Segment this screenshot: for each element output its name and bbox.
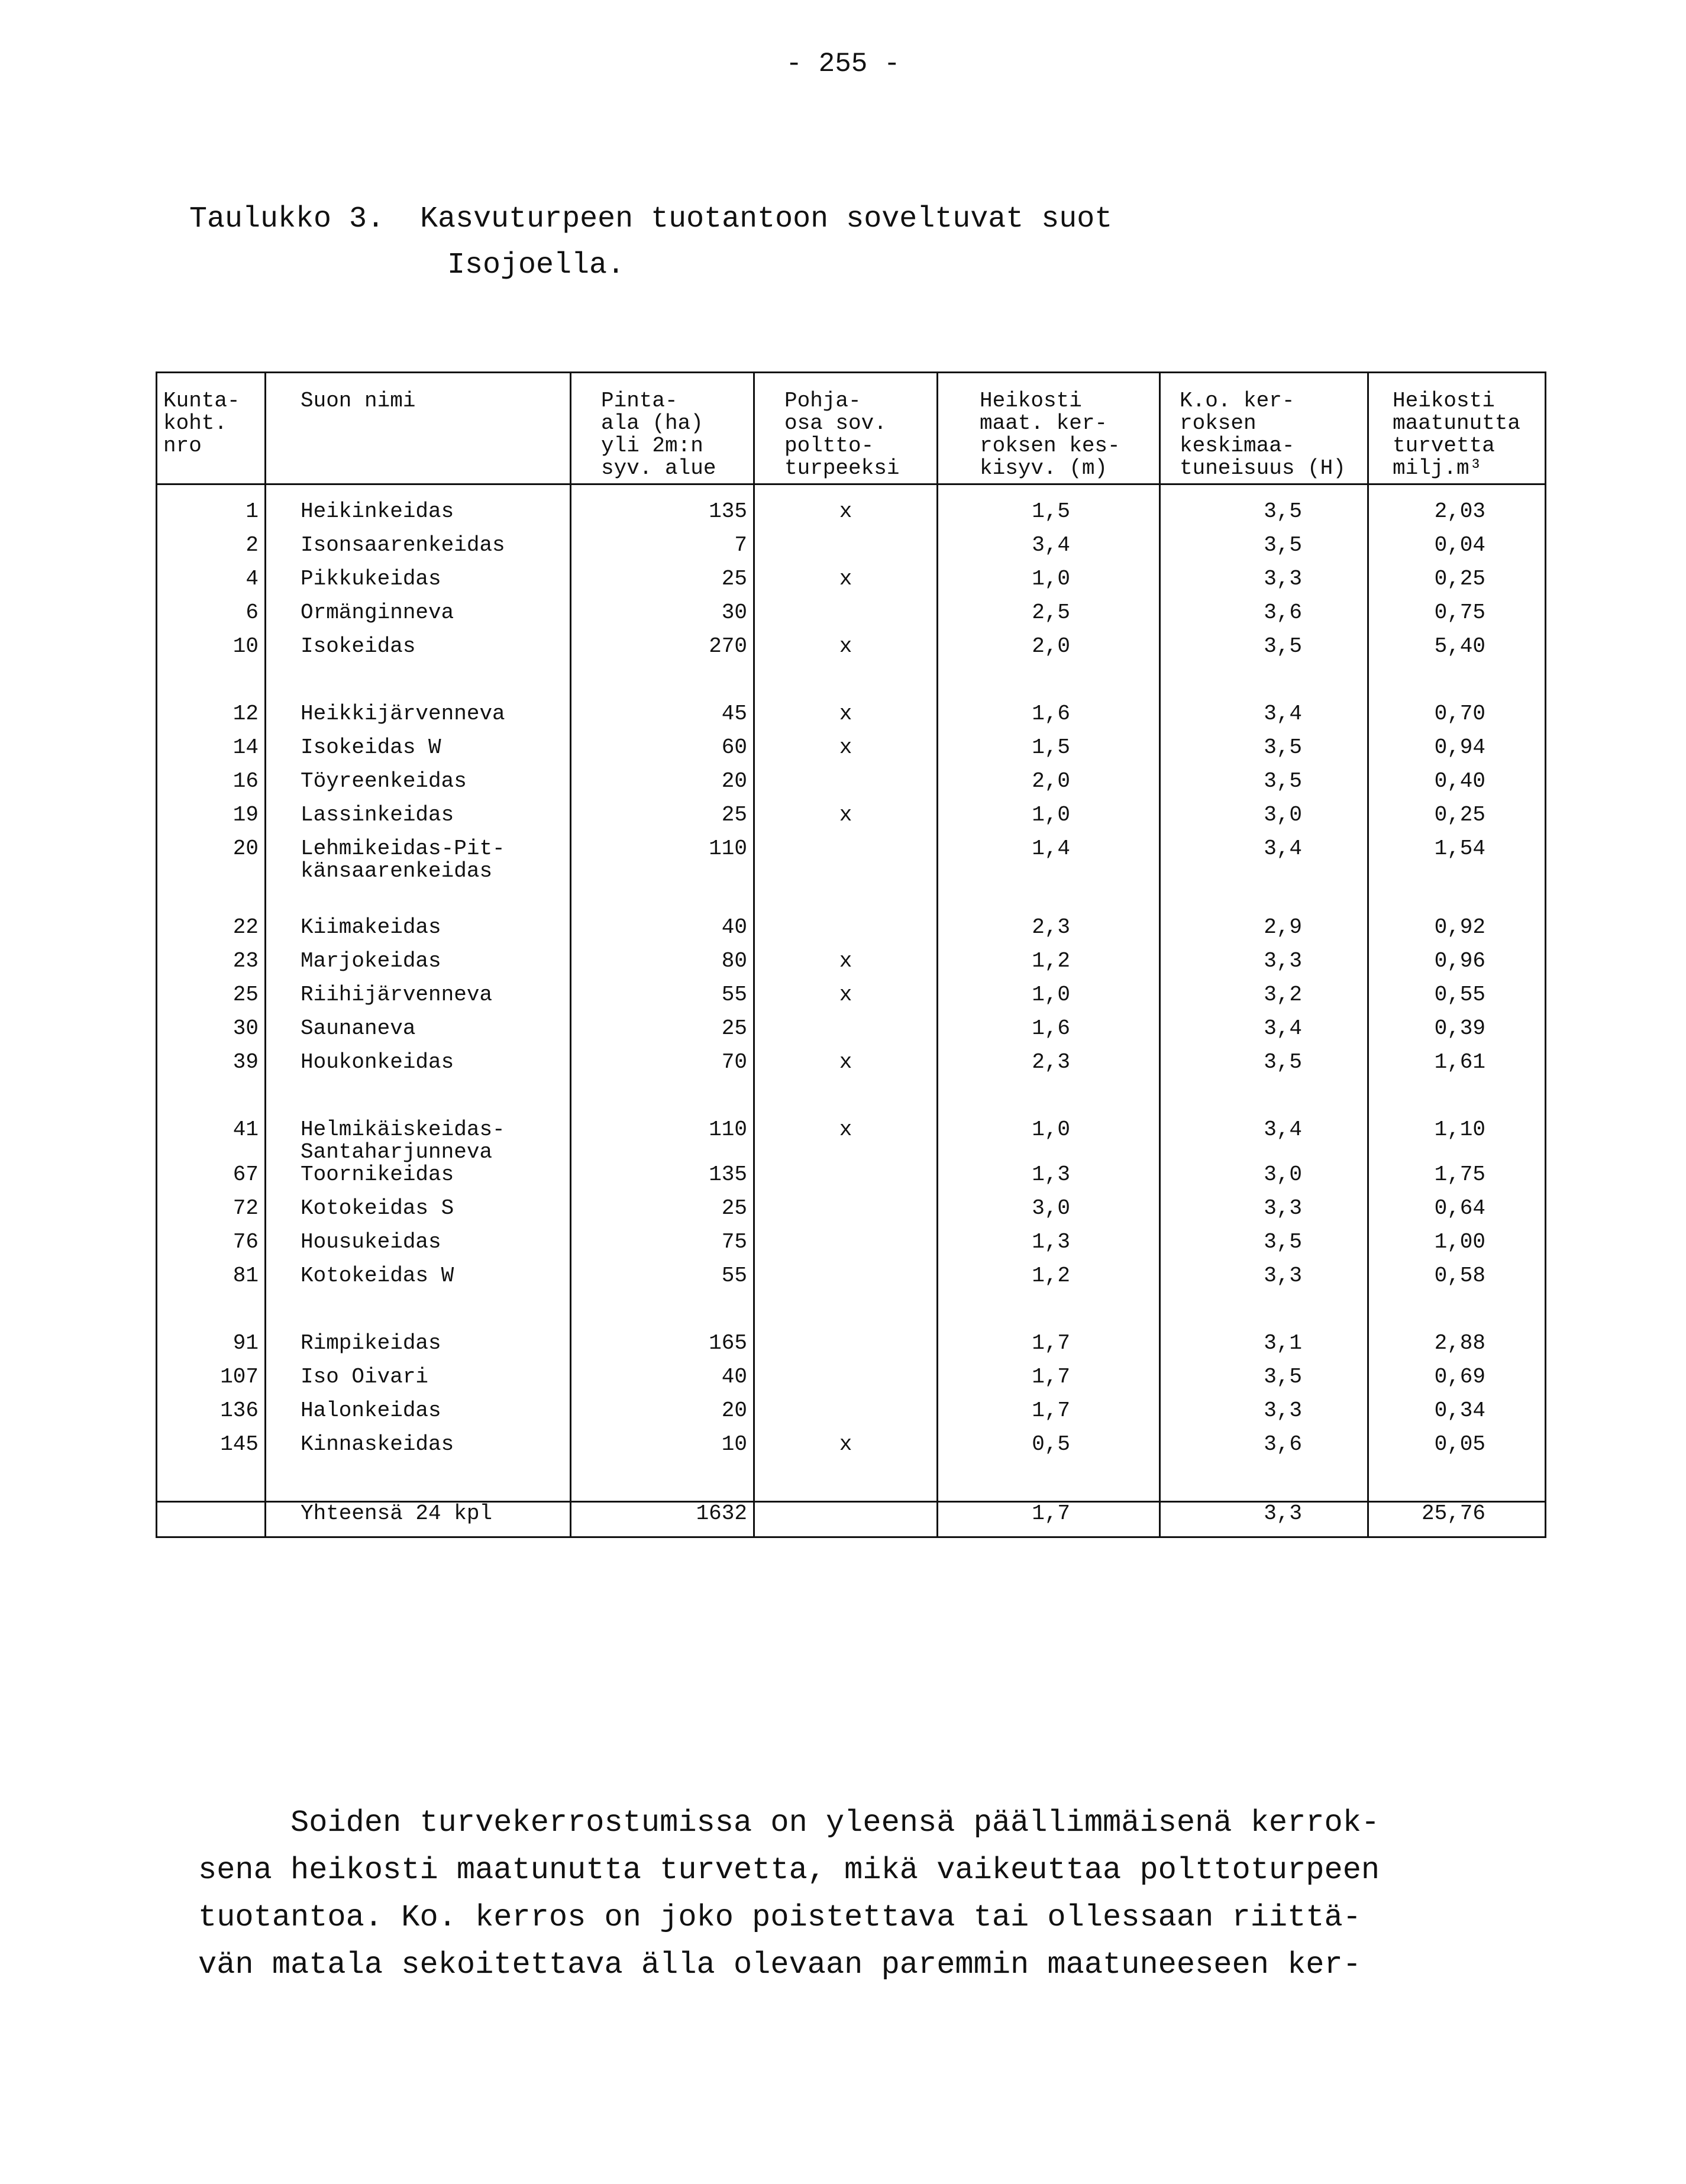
- cell-area: 80: [571, 950, 754, 984]
- cell-nro: 41: [157, 1085, 266, 1164]
- cell-depth: 1,0: [938, 984, 1160, 1017]
- cell-area: 20: [571, 1400, 754, 1433]
- cell-base: [754, 883, 938, 950]
- spacer-cell: [571, 1467, 754, 1502]
- cell-volume: 1,61: [1368, 1051, 1546, 1085]
- cell-humification: 2,9: [1160, 883, 1368, 950]
- cell-depth: 1,7: [938, 1298, 1160, 1366]
- cell-base: [754, 1265, 938, 1298]
- cell-depth: 1,5: [938, 736, 1160, 770]
- cell-base: [754, 1400, 938, 1433]
- cell-volume: 0,96: [1368, 950, 1546, 984]
- cell-volume: 0,75: [1368, 602, 1546, 635]
- cell-depth: 1,6: [938, 669, 1160, 736]
- header-nro: Kunta- koht. nro: [157, 373, 266, 484]
- cell-area: 70: [571, 1051, 754, 1085]
- cell-humification: 3,5: [1160, 736, 1368, 770]
- cell-humification: 3,4: [1160, 1085, 1368, 1164]
- table-row: [157, 1164, 1546, 1197]
- cell-volume: 0,64: [1368, 1197, 1546, 1231]
- cell-name: Kotokeidas S: [266, 1197, 571, 1231]
- cell-name: Isokeidas W: [266, 736, 571, 770]
- cell-humification: 3,3: [1160, 950, 1368, 984]
- cell-depth: 1,0: [938, 1085, 1160, 1164]
- cell-base: [754, 1231, 938, 1265]
- table-row: [157, 669, 1546, 736]
- cell-area: 75: [571, 1231, 754, 1265]
- cell-area: 135: [571, 484, 754, 535]
- cell-volume: 0,40: [1368, 770, 1546, 804]
- cell-base: [754, 1017, 938, 1051]
- cell-depth: 1,2: [938, 950, 1160, 984]
- cell-volume: 0,92: [1368, 883, 1546, 950]
- table-row: [157, 1298, 1546, 1366]
- cell-volume: 0,05: [1368, 1433, 1546, 1467]
- cell-nro: 4: [157, 568, 266, 602]
- table-row: [157, 484, 1546, 535]
- body-paragraph: [198, 1799, 1559, 1989]
- cell-name: Toornikeidas: [266, 1164, 571, 1197]
- cell-depth: 0,5: [938, 1433, 1160, 1467]
- table-row: [157, 1366, 1546, 1400]
- cell-humification: 3,5: [1160, 635, 1368, 669]
- cell-name: Isonsaarenkeidas: [266, 534, 571, 568]
- cell-area: 40: [571, 1366, 754, 1400]
- cell-volume: 0,58: [1368, 1265, 1546, 1298]
- cell-name: Pikkukeidas: [266, 568, 571, 602]
- cell-humification: 3,0: [1160, 1164, 1368, 1197]
- cell-name: Saunaneva: [266, 1017, 571, 1051]
- cell-nro: 25: [157, 984, 266, 1017]
- table-row: [157, 1400, 1546, 1433]
- cell-area: 25: [571, 1017, 754, 1051]
- cell-name: Ormänginneva: [266, 602, 571, 635]
- caption-title-line1: Kasvuturpeen tuotantoon soveltuvat suot: [420, 202, 1113, 236]
- cell-volume: 0,39: [1368, 1017, 1546, 1051]
- cell-humification: 3,3: [1160, 1197, 1368, 1231]
- body-line-1: Soiden turvekerrostumissa on yleensä päällimmäisenä kerrok-: [198, 1805, 1380, 1840]
- cell-humification: 3,3: [1160, 1502, 1368, 1537]
- cell-nro: 136: [157, 1400, 266, 1433]
- cell-base: [754, 1298, 938, 1366]
- cell-volume: 0,55: [1368, 984, 1546, 1017]
- page-number: - 255 -: [786, 49, 900, 79]
- cell-base: x: [754, 804, 938, 838]
- cell-name: Yhteensä 24 kpl: [266, 1502, 571, 1537]
- cell-humification: 3,5: [1160, 484, 1368, 535]
- table-row: [157, 804, 1546, 838]
- cell-name: Lehmikeidas-Pit- känsaarenkeidas: [266, 838, 571, 883]
- cell-area: 40: [571, 883, 754, 950]
- spacer-cell: [938, 1467, 1160, 1502]
- cell-area: 110: [571, 838, 754, 883]
- cell-nro: 1: [157, 484, 266, 535]
- cell-depth: 3,0: [938, 1197, 1160, 1231]
- cell-base: x: [754, 635, 938, 669]
- cell-area: 10: [571, 1433, 754, 1467]
- cell-base: [754, 602, 938, 635]
- cell-volume: 2,88: [1368, 1298, 1546, 1366]
- cell-base: [754, 534, 938, 568]
- cell-humification: 3,5: [1160, 1366, 1368, 1400]
- cell-base: [754, 1366, 938, 1400]
- cell-humification: 3,2: [1160, 984, 1368, 1017]
- spacer-cell: [157, 1467, 266, 1502]
- cell-area: 165: [571, 1298, 754, 1366]
- cell-humification: 3,6: [1160, 602, 1368, 635]
- cell-nro: 76: [157, 1231, 266, 1265]
- cell-humification: 3,4: [1160, 1017, 1368, 1051]
- cell-base: [754, 1164, 938, 1197]
- cell-humification: 3,5: [1160, 770, 1368, 804]
- table-row: [157, 1085, 1546, 1164]
- table-row: [157, 950, 1546, 984]
- peat-bog-table: [156, 371, 1546, 1538]
- cell-volume: 0,94: [1368, 736, 1546, 770]
- cell-depth: 1,7: [938, 1366, 1160, 1400]
- cell-volume: 25,76: [1368, 1502, 1546, 1537]
- cell-name: Heikinkeidas: [266, 484, 571, 535]
- cell-depth: 1,2: [938, 1265, 1160, 1298]
- cell-name: Rimpikeidas: [266, 1298, 571, 1366]
- cell-depth: 2,5: [938, 602, 1160, 635]
- spacer-cell: [1160, 1467, 1368, 1502]
- cell-name: Kotokeidas W: [266, 1265, 571, 1298]
- cell-name: Kinnaskeidas: [266, 1433, 571, 1467]
- header-humification: K.o. ker- roksen keskimaa- tuneisuus (H): [1160, 373, 1368, 484]
- cell-name: Isokeidas: [266, 635, 571, 669]
- table-row: [157, 838, 1546, 883]
- cell-base: x: [754, 736, 938, 770]
- header-base: Pohja- osa sov. poltto- turpeeksi: [754, 373, 938, 484]
- cell-depth: 1,6: [938, 1017, 1160, 1051]
- cell-area: 25: [571, 568, 754, 602]
- cell-nro: 20: [157, 838, 266, 883]
- table-row: [157, 602, 1546, 635]
- table-row: [157, 1051, 1546, 1085]
- cell-depth: 3,4: [938, 534, 1160, 568]
- table-spacer: [157, 1467, 1546, 1502]
- cell-nro: 14: [157, 736, 266, 770]
- cell-name: Iso Oivari: [266, 1366, 571, 1400]
- cell-base: [754, 838, 938, 883]
- table-row: [157, 1231, 1546, 1265]
- spacer-cell: [266, 1467, 571, 1502]
- cell-humification: 3,3: [1160, 568, 1368, 602]
- cell-name: Töyreenkeidas: [266, 770, 571, 804]
- cell-base: x: [754, 950, 938, 984]
- cell-nro: 72: [157, 1197, 266, 1231]
- cell-humification: 3,4: [1160, 838, 1368, 883]
- cell-humification: 3,5: [1160, 534, 1368, 568]
- cell-depth: 1,3: [938, 1231, 1160, 1265]
- cell-name: Houkonkeidas: [266, 1051, 571, 1085]
- body-line-3: tuotantoa. Ko. kerros on joko poistettava tai ollessaan riittä-: [198, 1900, 1361, 1935]
- cell-volume: 5,40: [1368, 635, 1546, 669]
- cell-nro: 16: [157, 770, 266, 804]
- header-volume: Heikosti maatunutta turvetta milj.m³: [1368, 373, 1546, 484]
- cell-base: [754, 770, 938, 804]
- cell-name: Heikkijärvenneva: [266, 669, 571, 736]
- cell-volume: 0,25: [1368, 568, 1546, 602]
- body-line-4: vän matala sekoitettava älla olevaan paremmin maatuneeseen ker-: [198, 1947, 1361, 1982]
- cell-depth: 1,0: [938, 804, 1160, 838]
- cell-depth: 1,4: [938, 838, 1160, 883]
- body-line-2: sena heikosti maatunutta turvetta, mikä vaikeuttaa polttoturpeen: [198, 1853, 1380, 1888]
- cell-base: [754, 1502, 938, 1537]
- cell-volume: 1,75: [1368, 1164, 1546, 1197]
- header-area: Pinta- ala (ha) yli 2m:n syv. alue: [571, 373, 754, 484]
- cell-depth: 1,3: [938, 1164, 1160, 1197]
- cell-humification: 3,5: [1160, 1231, 1368, 1265]
- table-row: [157, 883, 1546, 950]
- table-row: [157, 1017, 1546, 1051]
- table-row: [157, 534, 1546, 568]
- cell-area: 30: [571, 602, 754, 635]
- cell-nro: 6: [157, 602, 266, 635]
- cell-area: 55: [571, 1265, 754, 1298]
- cell-name: Kiimakeidas: [266, 883, 571, 950]
- cell-area: 270: [571, 635, 754, 669]
- cell-area: 45: [571, 669, 754, 736]
- cell-depth: 2,3: [938, 1051, 1160, 1085]
- cell-nro: 19: [157, 804, 266, 838]
- caption-title-line2: Isojoella.: [447, 248, 625, 282]
- table-total-row: [157, 1502, 1546, 1537]
- table-row: [157, 568, 1546, 602]
- cell-depth: 1,7: [938, 1502, 1160, 1537]
- cell-nro: 39: [157, 1051, 266, 1085]
- cell-area: 20: [571, 770, 754, 804]
- table-row: [157, 635, 1546, 669]
- cell-nro: 81: [157, 1265, 266, 1298]
- cell-area: 25: [571, 1197, 754, 1231]
- header-depth: Heikosti maat. ker- roksen kes- kisyv. (m): [938, 373, 1160, 484]
- table-row: [157, 770, 1546, 804]
- cell-name: Marjokeidas: [266, 950, 571, 984]
- cell-nro: 23: [157, 950, 266, 984]
- cell-base: x: [754, 669, 938, 736]
- caption-label: Taulukko 3.: [189, 202, 385, 236]
- cell-volume: 0,04: [1368, 534, 1546, 568]
- header-name: Suon nimi: [266, 373, 571, 484]
- cell-nro: 10: [157, 635, 266, 669]
- cell-humification: 3,4: [1160, 669, 1368, 736]
- table-row: [157, 1197, 1546, 1231]
- cell-volume: 0,70: [1368, 669, 1546, 736]
- cell-humification: 3,1: [1160, 1298, 1368, 1366]
- cell-volume: 1,54: [1368, 838, 1546, 883]
- cell-nro: 145: [157, 1433, 266, 1467]
- cell-volume: 1,00: [1368, 1231, 1546, 1265]
- cell-volume: 0,25: [1368, 804, 1546, 838]
- cell-nro: 12: [157, 669, 266, 736]
- cell-name: Halonkeidas: [266, 1400, 571, 1433]
- cell-name: Riihijärvenneva: [266, 984, 571, 1017]
- cell-depth: 2,3: [938, 883, 1160, 950]
- table-header-row: [157, 373, 1546, 484]
- cell-base: x: [754, 984, 938, 1017]
- cell-area: 1632: [571, 1502, 754, 1537]
- cell-base: x: [754, 1433, 938, 1467]
- cell-base: x: [754, 1051, 938, 1085]
- cell-name: Housukeidas: [266, 1231, 571, 1265]
- cell-depth: 2,0: [938, 770, 1160, 804]
- cell-nro: 30: [157, 1017, 266, 1051]
- cell-name: Lassinkeidas: [266, 804, 571, 838]
- spacer-cell: [754, 1467, 938, 1502]
- cell-volume: 0,34: [1368, 1400, 1546, 1433]
- cell-humification: 3,5: [1160, 1051, 1368, 1085]
- cell-area: 55: [571, 984, 754, 1017]
- cell-nro: 2: [157, 534, 266, 568]
- table-row: [157, 1433, 1546, 1467]
- cell-base: x: [754, 568, 938, 602]
- cell-depth: 1,7: [938, 1400, 1160, 1433]
- cell-nro: 67: [157, 1164, 266, 1197]
- cell-volume: 2,03: [1368, 484, 1546, 535]
- cell-nro: 22: [157, 883, 266, 950]
- cell-base: x: [754, 484, 938, 535]
- table-row: [157, 736, 1546, 770]
- cell-humification: 3,0: [1160, 804, 1368, 838]
- cell-area: 7: [571, 534, 754, 568]
- cell-nro: 107: [157, 1366, 266, 1400]
- cell-humification: 3,3: [1160, 1265, 1368, 1298]
- cell-base: [754, 1197, 938, 1231]
- cell-area: 135: [571, 1164, 754, 1197]
- cell-depth: 1,0: [938, 568, 1160, 602]
- cell-volume: 0,69: [1368, 1366, 1546, 1400]
- cell-humification: 3,6: [1160, 1433, 1368, 1467]
- cell-depth: 2,0: [938, 635, 1160, 669]
- table-row: [157, 1265, 1546, 1298]
- table-row: [157, 984, 1546, 1017]
- cell-nro: 91: [157, 1298, 266, 1366]
- cell-base: x: [754, 1085, 938, 1164]
- cell-depth: 1,5: [938, 484, 1160, 535]
- cell-area: 60: [571, 736, 754, 770]
- spacer-cell: [1368, 1467, 1546, 1502]
- cell-area: 110: [571, 1085, 754, 1164]
- cell-area: 25: [571, 804, 754, 838]
- table-caption: [189, 196, 1112, 289]
- cell-nro: [157, 1502, 266, 1537]
- cell-name: Helmikäiskeidas- Santaharjunneva: [266, 1085, 571, 1164]
- cell-volume: 1,10: [1368, 1085, 1546, 1164]
- cell-humification: 3,3: [1160, 1400, 1368, 1433]
